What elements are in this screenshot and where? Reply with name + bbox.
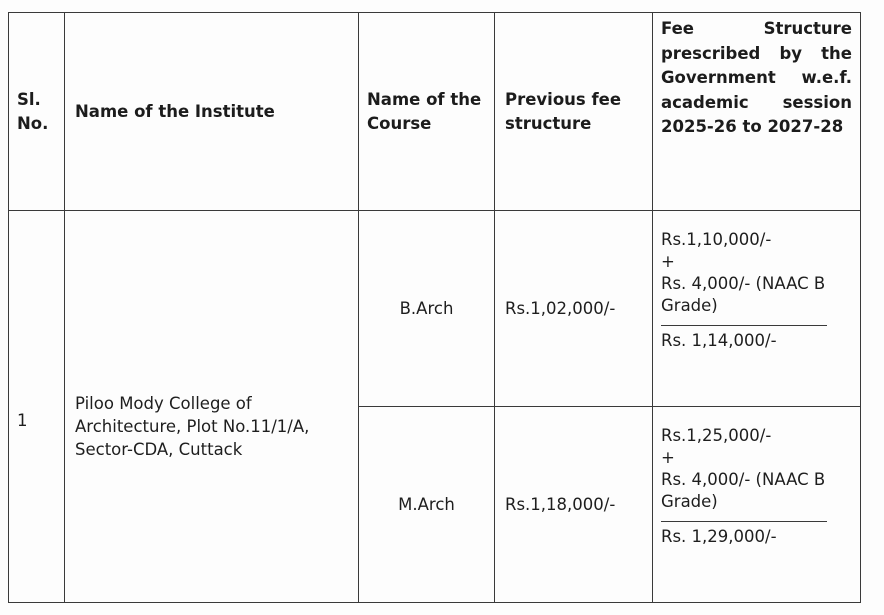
fee-naac-addon: Rs. 4,000/- (NAAC B Grade) (661, 470, 826, 511)
header-row (9, 13, 861, 211)
table-row (9, 211, 861, 407)
fee-structure-table (8, 12, 861, 603)
header-institute-name: Name of the Institute (65, 13, 359, 211)
header-new-fee-text: Fee Structure prescribed by the Government w.e.f. academic session 2025-26 to 2027-28 (661, 19, 852, 136)
header-previous-fee: Previous fee structure (495, 13, 653, 211)
header-new-fee (653, 13, 861, 211)
previous-fee-cell-march: Rs.1,18,000/- (495, 407, 653, 603)
new-fee-cell-march (653, 407, 861, 603)
fee-total-rule (661, 521, 827, 522)
fee-total-rule (661, 325, 827, 326)
header-course-name: Name of the Course (359, 13, 495, 211)
fee-total-amount: Rs. 1,14,000/- (661, 331, 777, 350)
course-cell-barch: B.Arch (359, 211, 495, 407)
fee-total-amount: Rs. 1,29,000/- (661, 527, 777, 546)
fee-base-amount: Rs.1,10,000/- (661, 230, 772, 249)
course-cell-march: M.Arch (359, 407, 495, 603)
fee-plus-sign: + (661, 252, 675, 271)
sl-no-cell: 1 (9, 211, 65, 603)
fee-plus-sign: + (661, 448, 675, 467)
institute-name-cell: Piloo Mody College of Architecture, Plot No.11/1/A, Sector-CDA, Cuttack (65, 211, 359, 603)
header-sl-no: Sl. No. (9, 13, 65, 211)
fee-naac-addon: Rs. 4,000/- (NAAC B Grade) (661, 274, 826, 315)
previous-fee-cell-barch: Rs.1,02,000/- (495, 211, 653, 407)
new-fee-cell-barch (653, 211, 861, 407)
fee-base-amount: Rs.1,25,000/- (661, 426, 772, 445)
